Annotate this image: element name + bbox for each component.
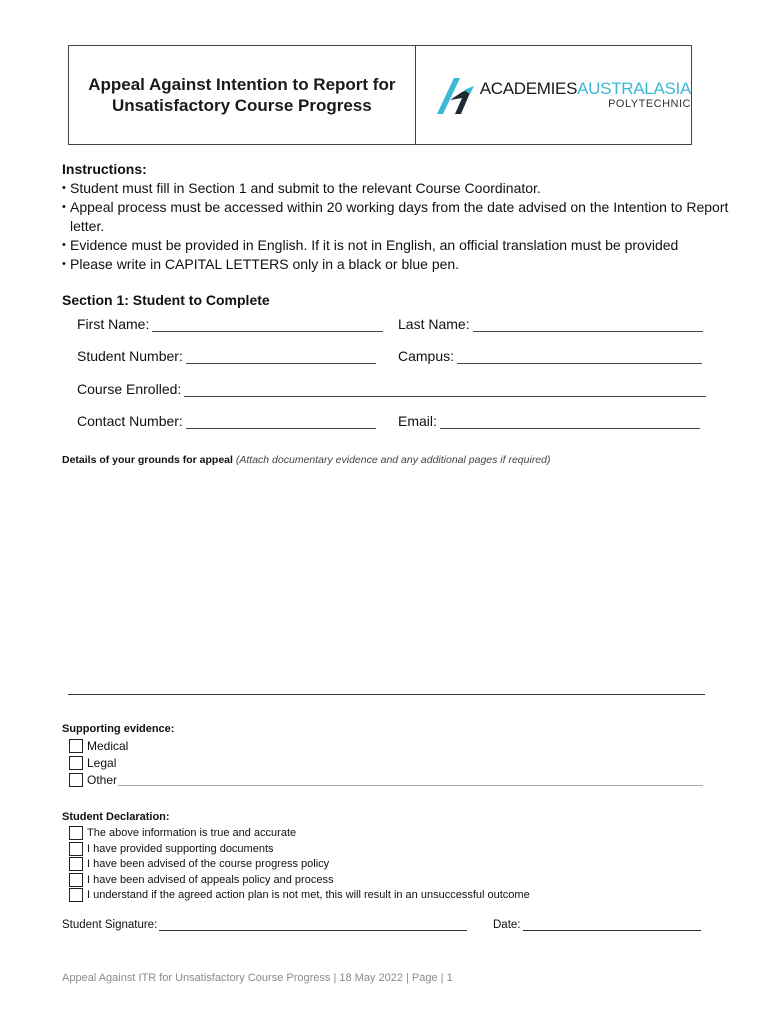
instruction-item: • Student must fill in Section 1 and submit to the relevant Course Coordinator.: [62, 179, 732, 198]
course-enrolled-label: Course Enrolled:: [77, 381, 182, 397]
course-enrolled-input-line[interactable]: [184, 381, 706, 397]
option-label: Legal: [87, 756, 117, 770]
logo-word-australasia: AUSTRALASIA: [577, 79, 691, 98]
last-name-input-line[interactable]: [473, 316, 703, 332]
last-name-label: Last Name:: [398, 316, 470, 332]
checkbox[interactable]: [69, 842, 83, 856]
title-line-1: Appeal Against Intention to Report for: [88, 75, 396, 94]
checkbox[interactable]: [69, 857, 83, 871]
declaration-label: The above information is true and accurate: [87, 826, 297, 839]
declaration-item[interactable]: [69, 825, 296, 840]
supporting-option-other[interactable]: [69, 772, 703, 788]
first-name-label: First Name:: [77, 316, 150, 332]
logo-word-academies: ACADEMIES: [479, 79, 578, 98]
signature-input-line[interactable]: [159, 918, 467, 931]
instruction-item: • Please write in CAPITAL LETTERS only in a black or blue pen.: [62, 255, 732, 274]
campus-field[interactable]: [398, 348, 702, 364]
polytechnic-logo: [416, 46, 691, 144]
supporting-option-medical[interactable]: [69, 738, 128, 754]
course-enrolled-field[interactable]: [77, 381, 706, 397]
supporting-evidence-heading: Supporting evidence:: [62, 723, 175, 735]
checkbox[interactable]: [69, 888, 83, 902]
details-note: (Attach documentary evidence and any additional pages if required): [235, 454, 551, 466]
declaration-label: I understand if the agreed action plan is not met, this will result in an unsuccessful outcome: [87, 888, 530, 901]
date-field[interactable]: [493, 918, 701, 931]
student-number-input-line[interactable]: [186, 348, 376, 364]
checkbox[interactable]: [69, 739, 83, 753]
contact-number-input-line[interactable]: [186, 413, 376, 429]
title-line-2: Unsatisfactory Course Progress: [111, 96, 372, 115]
email-label: Email:: [398, 413, 437, 429]
first-name-input-line[interactable]: [152, 316, 383, 332]
other-input-line[interactable]: [118, 775, 703, 786]
declaration-label: I have been advised of appeals policy and process: [87, 873, 334, 886]
email-input-line[interactable]: [440, 413, 700, 429]
declaration-item[interactable]: [69, 887, 530, 902]
checkbox[interactable]: [69, 756, 83, 770]
declaration-item[interactable]: [69, 872, 333, 887]
option-label: Medical: [87, 739, 129, 753]
first-name-field[interactable]: [77, 316, 383, 332]
instructions-block: [62, 160, 732, 274]
student-declaration-heading: Student Declaration:: [62, 811, 170, 823]
student-number-label: Student Number:: [77, 348, 183, 364]
details-answer-line[interactable]: [68, 694, 705, 695]
student-number-field[interactable]: [77, 348, 376, 364]
declaration-label: I have been advised of the course progress policy: [87, 857, 330, 870]
signature-label: Student Signature:: [62, 919, 158, 931]
checkbox[interactable]: [69, 773, 83, 787]
header-box: [68, 45, 692, 145]
document-title: [69, 46, 416, 144]
instructions-heading: Instructions:: [62, 161, 147, 177]
instruction-item: • Evidence must be provided in English. If it is not in English, an official translation must be provided: [62, 236, 732, 255]
logo-subtitle: POLYTECHNIC: [608, 98, 691, 110]
declaration-label: I have provided supporting documents: [87, 842, 274, 855]
date-input-line[interactable]: [523, 918, 701, 931]
details-label: Details of your grounds for appeal: [62, 454, 233, 466]
checkbox[interactable]: [69, 826, 83, 840]
contact-number-field[interactable]: [77, 413, 376, 429]
date-label: Date:: [493, 919, 521, 931]
contact-number-label: Contact Number:: [77, 413, 183, 429]
details-heading: [62, 454, 551, 466]
campus-label: Campus:: [398, 348, 455, 364]
option-label: Other: [87, 773, 118, 787]
logo-mark-icon: [434, 74, 476, 116]
campus-input-line[interactable]: [457, 348, 702, 364]
declaration-item[interactable]: [69, 841, 274, 856]
instruction-item: • Appeal process must be accessed within 20 working days from the date advised on the Intention to Report letter.: [62, 198, 732, 236]
checkbox[interactable]: [69, 873, 83, 887]
student-signature-field[interactable]: [62, 918, 467, 931]
section-1-heading: Section 1: Student to Complete: [62, 292, 270, 308]
page-footer: Appeal Against ITR for Unsatisfactory Course Progress | 18 May 2022 | Page | 1: [62, 972, 453, 984]
supporting-option-legal[interactable]: [69, 755, 116, 771]
last-name-field[interactable]: [398, 316, 703, 332]
declaration-item[interactable]: [69, 856, 329, 871]
email-field[interactable]: [398, 413, 700, 429]
